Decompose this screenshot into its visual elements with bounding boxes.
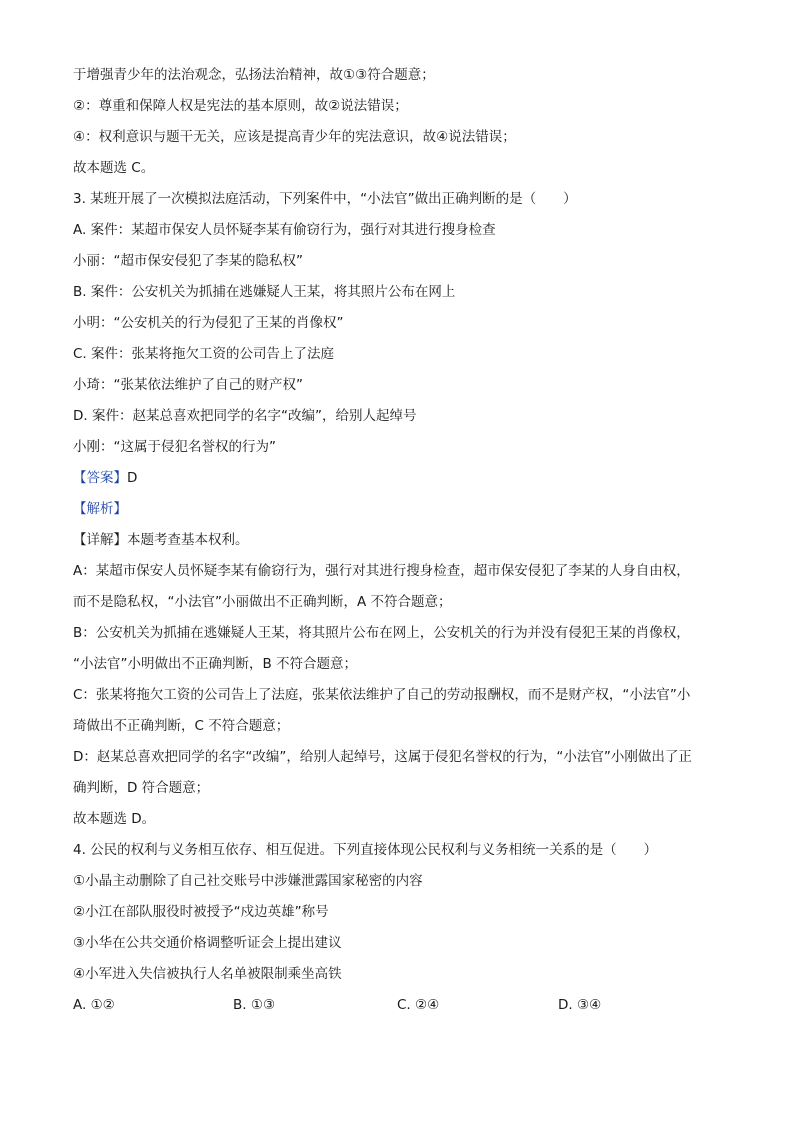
q4-option-b: B. ①③ — [233, 997, 276, 1013]
explanation-b-line-2: “小法官”小明做出不正确判断，B 不符合题意； — [73, 656, 358, 672]
question-4-stem: 4. 公民的权利与义务相互依存、相互促进。下列直接体现公民权利与义务相统一关系的是（ ） — [73, 842, 658, 858]
question-3-stem: 3. 某班开展了一次模拟法庭活动，下列案件中，“小法官”做出正确判断的是（ ） — [73, 191, 577, 207]
prev-explanation-line: ②：尊重和保障人权是宪法的基本原则，故②说法错误； — [73, 98, 408, 114]
q4-statement-4: ④小军进入失信被执行人名单被限制乘坐高铁 — [73, 966, 342, 982]
q3-option-c-case: C. 案件：张某将拖欠工资的公司告上了法庭 — [73, 346, 335, 362]
analysis-row — [73, 498, 723, 529]
explanation-b-line-1: B：公安机关为抓捕在逃嫌疑人王某，将其照片公布在网上，公安机关的行为并没有侵犯王某的肖像权， — [73, 625, 690, 641]
prev-explanation-line: 于增强青少年的法治观念，弘扬法治精神，故①③符合题意； — [73, 67, 435, 83]
document-content — [73, 64, 723, 1025]
analysis-tag: 【解析】 — [73, 501, 127, 517]
q3-option-d-case: D. 案件：赵某总喜欢把同学的名字“改编”，给别人起绰号 — [73, 408, 417, 424]
q4-option-a: A. ①② — [73, 997, 115, 1013]
q4-option-d: D. ③④ — [558, 997, 602, 1013]
q3-option-a-judgment: 小丽：“超市保安侵犯了李某的隐私权” — [73, 253, 303, 269]
q4-statement-1: ①小晶主动删除了自己社交账号中涉嫌泄露国家秘密的内容 — [73, 873, 423, 889]
answer-row — [73, 467, 723, 498]
q3-option-d-judgment: 小刚：“这属于侵犯名誉权的行为” — [73, 439, 276, 455]
q4-statement-3: ③小华在公共交通价格调整听证会上提出建议 — [73, 935, 342, 951]
detail-tag: 【详解】 — [73, 532, 127, 548]
explanation-d-line-1: D：赵某总喜欢把同学的名字“改编”，给别人起绰号，这属于侵犯名誉权的行为，“小法官”小刚做出了正 — [73, 749, 692, 765]
detail-row — [73, 529, 723, 560]
q4-option-c: C. ②④ — [397, 997, 440, 1013]
explanation-d-line-2: 确判断，D 符合题意； — [73, 780, 210, 796]
explanation-a-line-1: A：某超市保安人员怀疑李某有偷窃行为，强行对其进行搜身检查，超市保安侵犯了李某的人身自由权， — [73, 563, 690, 579]
explanation-c-line-1: C：张某将拖欠工资的公司告上了法庭，张某依法维护了自己的劳动报酬权，而不是财产权，“小法官”小 — [73, 687, 691, 703]
q3-conclusion: 故本题选 D。 — [73, 811, 156, 827]
q3-option-c-judgment: 小琦：“张某依法维护了自己的财产权” — [73, 377, 303, 393]
answer-value: D — [127, 470, 138, 486]
explanation-c-line-2: 琦做出不正确判断，C 不符合题意； — [73, 718, 290, 734]
q4-options-row — [73, 994, 723, 1025]
prev-conclusion: 故本题选 C。 — [73, 160, 155, 176]
q4-statement-2: ②小江在部队服役时被授予“戍边英雄”称号 — [73, 904, 329, 920]
detail-text: 本题考查基本权利。 — [127, 532, 249, 548]
q3-option-b-case: B. 案件：公安机关为抓捕在逃嫌疑人王某，将其照片公布在网上 — [73, 284, 456, 300]
answer-tag: 【答案】 — [73, 470, 127, 486]
q3-option-a-case: A. 案件：某超市保安人员怀疑李某有偷窃行为，强行对其进行搜身检查 — [73, 222, 496, 238]
prev-explanation-line: ④：权利意识与题干无关，应该是提高青少年的宪法意识，故④说法错误； — [73, 129, 516, 145]
q3-option-b-judgment: 小明：“公安机关的行为侵犯了王某的肖像权” — [73, 315, 344, 331]
explanation-a-line-2: 而不是隐私权，“小法官”小丽做出不正确判断，A 不符合题意； — [73, 594, 452, 610]
